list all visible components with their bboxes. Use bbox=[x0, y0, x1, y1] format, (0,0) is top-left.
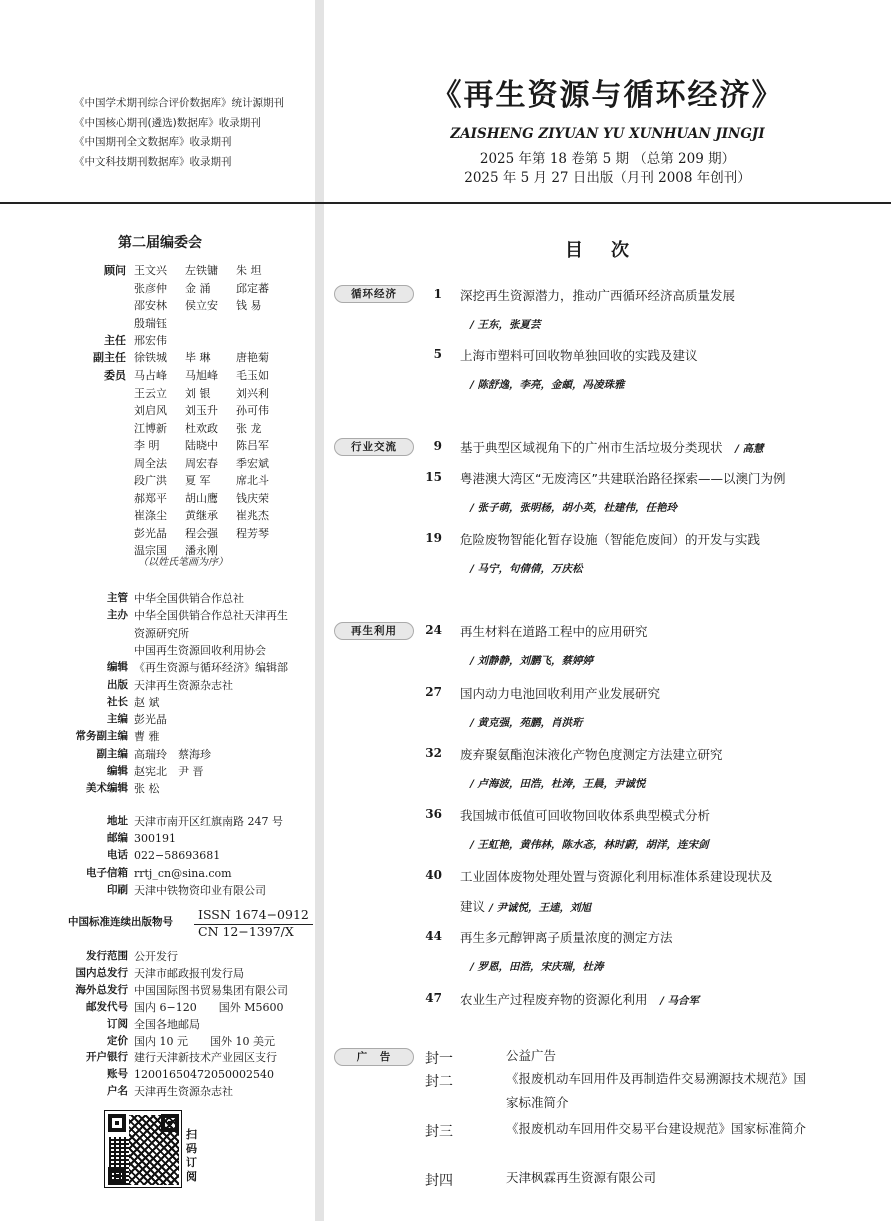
info-label: 出版 bbox=[107, 678, 128, 691]
article-title[interactable] bbox=[460, 684, 660, 702]
info-value: 国内 10 元 国外 10 美元 bbox=[134, 1034, 275, 1048]
info-value: 公开发行 bbox=[134, 950, 178, 963]
article-title-text: 危险废物智能化暂存设施（智能危废间）的开发与实践 bbox=[460, 532, 761, 547]
index-item: 《中国学术期刊综合评价数据库》统计源期刊 bbox=[74, 97, 284, 109]
qr-pattern bbox=[129, 1115, 179, 1185]
info-label: 主办 bbox=[107, 609, 128, 622]
person-name: 刘兴利 bbox=[236, 386, 269, 400]
info-label: 副主编 bbox=[96, 747, 128, 760]
person-name: 郝郑平 bbox=[134, 491, 167, 505]
info-label: 定价 bbox=[107, 1034, 128, 1047]
board-director bbox=[104, 332, 304, 350]
column-divider bbox=[315, 0, 324, 1221]
person-name: 崔兆杰 bbox=[236, 509, 269, 522]
person-name: 彭光晶 bbox=[134, 526, 167, 540]
article-authors: / 卢海波，田浩，杜涛，王晨，尹诚悦 bbox=[470, 778, 646, 790]
person-name: 崔涤尘 bbox=[134, 509, 167, 522]
director-label: 主任 bbox=[104, 334, 126, 347]
person-name: 邱定蕃 bbox=[236, 281, 269, 295]
person-name: 左铁镛 bbox=[185, 264, 218, 277]
person-name: 刘玉升 bbox=[185, 404, 218, 417]
info-value: 天津市南开区红旗南路 247 号 bbox=[134, 815, 283, 828]
qr-finder bbox=[108, 1114, 126, 1132]
info-label: 发行范围 bbox=[86, 950, 128, 962]
article-authors: / 陈舒逸，李亮，金頔，冯凌珠雅 bbox=[470, 379, 625, 391]
article-title[interactable] bbox=[460, 286, 735, 304]
article-authors: / 尹诚悦，王逵，刘旭 bbox=[489, 902, 591, 914]
person-name: 马占峰 bbox=[134, 369, 167, 382]
info-value: 高瑞玲 蔡海珍 bbox=[134, 747, 211, 761]
ad-description: 天津枫霖再生资源有限公司 bbox=[506, 1170, 657, 1185]
person-name: 金 涌 bbox=[185, 281, 211, 295]
index-item: 《中国期刊全文数据库》收录期刊 bbox=[74, 136, 232, 149]
info-label: 户名 bbox=[107, 1085, 128, 1098]
person-name: 王云立 bbox=[134, 386, 167, 400]
article-page: 5 bbox=[433, 347, 442, 361]
header-rule bbox=[0, 202, 891, 204]
info-label: 邮发代号 bbox=[86, 1000, 128, 1013]
serial-label: 中国标准连续出版物号 bbox=[68, 916, 173, 928]
article-title-text: 再生多元醇钾离子质量浓度的测定方法 bbox=[460, 930, 673, 945]
person-name: 张 龙 bbox=[236, 421, 262, 435]
article-title-text: 建议 bbox=[460, 899, 486, 914]
article-authors: / 罗恩，田浩，宋庆瑞，杜涛 bbox=[470, 961, 604, 973]
toc-title: 目次 bbox=[565, 240, 657, 261]
info-label: 主编 bbox=[107, 713, 128, 726]
person-name: 张彦仲 bbox=[134, 281, 167, 295]
article-title-text: 工业固体废物处理处置与资源化利用标准体系建设现状及 bbox=[460, 869, 773, 884]
article-title-text: 农业生产过程废弃物的资源化利用 bbox=[460, 992, 648, 1007]
info-label: 邮编 bbox=[107, 832, 128, 845]
journal-title: 《再生资源与循环经济》 bbox=[431, 78, 784, 113]
person-name: 段广洪 bbox=[134, 474, 167, 487]
article-page: 32 bbox=[425, 746, 442, 760]
info-label: 账号 bbox=[107, 1068, 128, 1081]
person-name: 杜欢政 bbox=[185, 421, 218, 435]
category-tag: 循环经济 bbox=[334, 285, 414, 303]
indexing-list bbox=[74, 94, 284, 172]
person-name: 夏 军 bbox=[185, 474, 211, 487]
ad-position: 封一 bbox=[425, 1051, 453, 1067]
info-value: 中国国际图书贸易集团有限公司 bbox=[134, 983, 288, 997]
info-value: 300191 bbox=[134, 832, 176, 846]
info-value: 中华全国供销合作总社 bbox=[134, 592, 244, 605]
ad-position: 封三 bbox=[425, 1124, 453, 1140]
article-page: 19 bbox=[425, 531, 442, 545]
board-note: （以姓氏笔画为序） bbox=[138, 557, 228, 568]
index-item: 《中国核心期刊(遴选)数据库》收录期刊 bbox=[74, 116, 261, 129]
article-title[interactable] bbox=[460, 346, 698, 364]
qr-pattern bbox=[109, 1137, 129, 1185]
person-name: 陈吕军 bbox=[236, 439, 269, 452]
ad-description: 公益广告 bbox=[506, 1048, 557, 1063]
ad-position: 封二 bbox=[425, 1074, 453, 1090]
index-item: 《中文科技期刊数据库》收录期刊 bbox=[74, 155, 232, 168]
article-title[interactable] bbox=[460, 867, 773, 885]
info-label: 电话 bbox=[107, 849, 128, 862]
info-value: rrtj_cn@sina.com bbox=[134, 866, 232, 880]
person-name: 周全法 bbox=[134, 456, 167, 470]
article-title-text: 粤港澳大湾区“无废湾区”共建联治路径探索——以澳门为例 bbox=[460, 471, 786, 486]
article-authors: / 马合军 bbox=[660, 995, 700, 1007]
info-value: 《再生资源与循环经济》编辑部 bbox=[134, 661, 288, 675]
person-name: 孙可伟 bbox=[236, 404, 269, 417]
article-page: 15 bbox=[425, 470, 442, 484]
info-value: 12001650472050002540 bbox=[134, 1068, 274, 1082]
person-name: 钱 易 bbox=[236, 299, 262, 312]
article-authors: / 高慧 bbox=[735, 443, 764, 455]
person-name: 程芳琴 bbox=[236, 526, 269, 540]
info-label: 编辑 bbox=[107, 765, 128, 777]
article-page: 27 bbox=[425, 685, 442, 699]
person-name: 温宗国 bbox=[134, 544, 167, 557]
info-label: 海外总发行 bbox=[75, 983, 128, 996]
journal-issue: 2025 年第 18 卷第 5 期 （总第 209 期） bbox=[479, 151, 736, 167]
info-value: 天津再生资源杂志社 bbox=[134, 1085, 233, 1099]
info-label: 订阅 bbox=[107, 1017, 128, 1030]
issn: ISSN 1674−0912 bbox=[194, 906, 313, 925]
journal-date: 2025 年 5 月 27 日出版（月刊 2008 年创刊） bbox=[464, 170, 751, 186]
article-title-text: 基于典型区域视角下的广州市生活垃圾分类现状 bbox=[460, 440, 723, 455]
person-name: 马旭峰 bbox=[185, 369, 218, 382]
article-title[interactable] bbox=[460, 469, 785, 487]
person-name: 徐铁城 bbox=[134, 351, 167, 364]
article-title-text: 上海市塑料可回收物单独回收的实践及建议 bbox=[460, 348, 698, 363]
info-label: 社长 bbox=[107, 695, 128, 708]
article-title-text: 再生材料在道路工程中的应用研究 bbox=[460, 624, 648, 639]
info-label: 常务副主编 bbox=[75, 730, 128, 743]
advisors-names bbox=[134, 262, 304, 332]
article-title-text: 深挖再生资源潜力，推动广西循环经济高质量发展 bbox=[460, 288, 736, 303]
person-name: 殷瑞钰 bbox=[134, 316, 167, 330]
info-label: 美术编辑 bbox=[86, 782, 128, 795]
article-title[interactable] bbox=[460, 745, 723, 763]
article-page: 24 bbox=[425, 623, 442, 637]
article-authors: / 黄克强，苑鹏，肖洪珩 bbox=[470, 717, 583, 729]
info-value: 022−58693681 bbox=[134, 849, 221, 863]
article-authors: / 王东，张夏芸 bbox=[470, 319, 541, 331]
person-name: 毛玉如 bbox=[236, 369, 269, 382]
article-title-cont[interactable] bbox=[460, 897, 591, 915]
info-value: 天津再生资源杂志社 bbox=[134, 678, 233, 692]
info-value: 全国各地邮局 bbox=[134, 1017, 200, 1031]
ad-description: 《报废机动车回用件及再制造件交易溯源技术规范》国家标准简介 bbox=[506, 1071, 807, 1110]
qr-code[interactable] bbox=[104, 1110, 182, 1188]
info-value: 赵宪北 尹 晋 bbox=[134, 765, 204, 778]
members-names bbox=[134, 367, 304, 560]
info-value: 中华全国供销合作总社天津再生 bbox=[134, 609, 288, 623]
person-name: 邵安林 bbox=[134, 299, 167, 312]
person-name: 朱 坦 bbox=[236, 264, 262, 277]
vice-label: 副主任 bbox=[93, 351, 126, 364]
board-members bbox=[104, 367, 304, 560]
info-value: 张 松 bbox=[134, 782, 160, 796]
category-tag: 再生利用 bbox=[334, 622, 414, 640]
person-name: 陆晓中 bbox=[185, 439, 218, 452]
info-label: 地址 bbox=[107, 815, 128, 827]
person-name: 毕 琳 bbox=[185, 351, 211, 364]
person-name: 潘永刚 bbox=[185, 544, 218, 557]
article-title-text: 我国城市低值可回收物回收体系典型模式分析 bbox=[460, 808, 711, 823]
person-name: 刘启风 bbox=[134, 404, 167, 417]
article-page: 44 bbox=[425, 929, 442, 943]
article-title[interactable] bbox=[460, 928, 673, 946]
person-name: 季宏斌 bbox=[236, 456, 269, 470]
info-label: 国内总发行 bbox=[75, 966, 128, 979]
info-value: 赵 斌 bbox=[134, 695, 160, 709]
person-name: 席北斗 bbox=[236, 474, 269, 487]
article-title-text: 国内动力电池回收利用产业发展研究 bbox=[460, 686, 661, 701]
info-value: 彭光晶 bbox=[134, 713, 167, 727]
info-label: 编辑 bbox=[107, 661, 128, 674]
category-tag: 行业交流 bbox=[334, 438, 414, 456]
person-name: 黄继承 bbox=[185, 509, 218, 522]
article-authors: / 张子萌，张明杨，胡小英，杜建伟，任艳玲 bbox=[470, 502, 677, 514]
info-value: 中国再生资源回收利用协会 bbox=[134, 643, 266, 657]
person-name: 胡山鹰 bbox=[185, 491, 218, 505]
info-value: 曹 雅 bbox=[134, 730, 160, 744]
article-authors: / 王虹艳，黄伟林，陈水忞，林时蔚，胡洋，连宋剑 bbox=[470, 839, 709, 851]
advisors-label: 顾问 bbox=[104, 264, 126, 277]
person-name: 程会强 bbox=[185, 526, 218, 540]
person-name: 钱庆荣 bbox=[236, 491, 269, 505]
article-title[interactable] bbox=[460, 990, 699, 1008]
info-label: 主管 bbox=[107, 592, 128, 604]
info-label: 开户银行 bbox=[86, 1051, 128, 1064]
board-title: 第二届编委会 bbox=[118, 235, 202, 251]
article-page: 1 bbox=[433, 287, 442, 301]
qr-label: 扫码订阅 bbox=[186, 1128, 197, 1183]
article-title[interactable] bbox=[460, 530, 760, 548]
info-label: 印刷 bbox=[107, 883, 128, 896]
article-authors: / 刘静静，刘鹏飞，蔡婷婷 bbox=[470, 655, 593, 667]
article-page: 40 bbox=[425, 868, 442, 882]
cn-number: CN 12−1397/X bbox=[198, 924, 294, 939]
info-label: 电子信箱 bbox=[86, 866, 128, 879]
person-name: 唐艳菊 bbox=[236, 351, 269, 364]
members-label: 委员 bbox=[104, 369, 126, 382]
article-title[interactable] bbox=[460, 438, 764, 456]
info-value: 国内 6−120 国外 M5600 bbox=[134, 1000, 284, 1014]
article-title[interactable] bbox=[460, 622, 648, 640]
category-tag: 广 告 bbox=[334, 1048, 414, 1066]
journal-pinyin: ZAISHENG ZIYUAN YU XUNHUAN JINGJI bbox=[450, 126, 765, 142]
board-advisors bbox=[104, 262, 304, 332]
ad-description: 《报废机动车回用件交易平台建设规范》国家标准简介 bbox=[506, 1121, 807, 1136]
ad-position: 封四 bbox=[425, 1173, 453, 1189]
journal-header bbox=[324, 74, 891, 188]
article-page: 9 bbox=[433, 439, 442, 453]
person-name: 李 明 bbox=[134, 439, 160, 452]
person-name: 侯立安 bbox=[185, 299, 218, 312]
info-value: 建行天津新技术产业园区支行 bbox=[134, 1051, 277, 1065]
person-name: 刘 银 bbox=[185, 386, 211, 400]
article-title-text: 废弃聚氨酯泡沫液化产物色度测定方法建立研究 bbox=[460, 747, 723, 762]
article-page: 47 bbox=[425, 991, 442, 1005]
person-name: 周宏春 bbox=[185, 456, 218, 470]
board-vice bbox=[93, 349, 304, 367]
info-value: 天津中铁物资印业有限公司 bbox=[134, 883, 266, 897]
person-name: 邢宏伟 bbox=[134, 334, 167, 347]
article-page: 36 bbox=[425, 807, 442, 821]
info-value: 资源研究所 bbox=[134, 626, 189, 640]
person-name: 江博新 bbox=[134, 421, 167, 435]
info-value: 天津市邮政报刊发行局 bbox=[134, 966, 244, 980]
article-title[interactable] bbox=[460, 806, 710, 824]
article-authors: / 马宁，句倩倩，万庆松 bbox=[470, 563, 583, 575]
person-name: 王文兴 bbox=[134, 264, 167, 277]
